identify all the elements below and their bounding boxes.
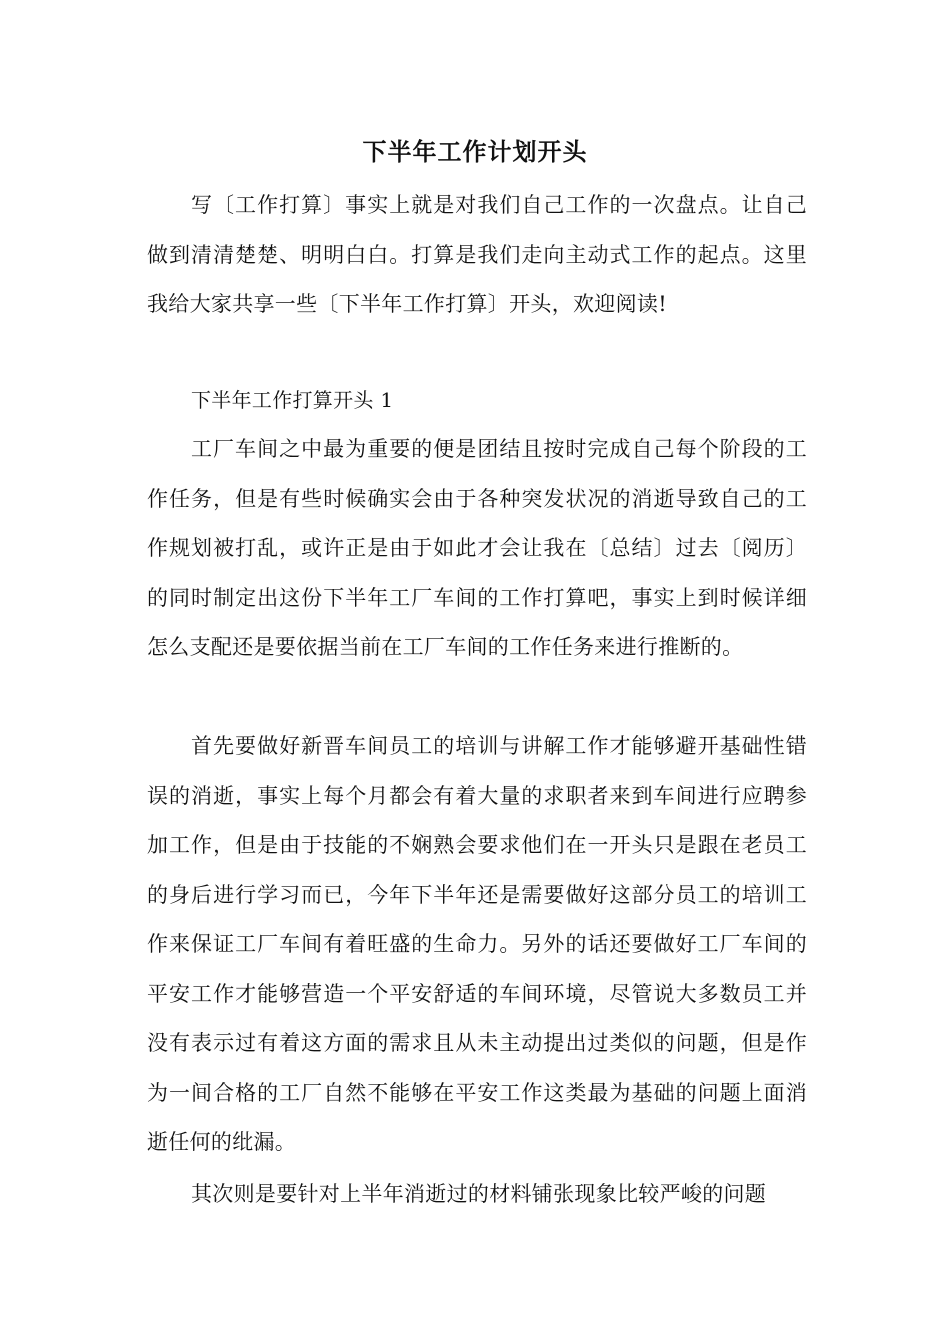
body-paragraph: 首先要做好新晋车间员工的培训与讲解工作才能够避开基础性错误的消逝，事实上每个月都会有着大量的求职者来到车间进行应聘参加工作，但是由于技能的不娴熟会要求他们在一开头只是跟在老员工的身后进行学习而已，今年下半年还是需要做好这部分员工的培训工作来保证工厂车间有着旺盛的生命力。另外的话还要做好工厂车间的平安工作才能够营造一个平安舒适的车间环境，尽管说大多数员工并没有表示过有着这方面的需求且从未主动提出过类似的问题，但是作为一间合格的工厂自然不能够在平安工作这类最为基础的问题上面消逝任何的纰漏。 bbox=[147, 734, 807, 1154]
section-heading: 下半年工作打算开头 1 bbox=[191, 388, 394, 412]
body-paragraph: 其次则是要针对上半年消逝过的材料铺张现象比较严峻的问题 bbox=[191, 1182, 767, 1206]
body-paragraph: 工厂车间之中最为重要的便是团结且按时完成自己每个阶段的工作任务，但是有些时候确实会由于各种突发状况的消逝导致自己的工作规划被打乱，或许正是由于如此才会让我在〔总结〕过去〔阅历〕的同时制定出这份下半年工厂车间的工作打算吧，事实上到时候详细怎么支配还是要依据当前在工厂车间的工作任务来进行推断的。 bbox=[147, 437, 807, 659]
intro-paragraph: 写〔工作打算〕事实上就是对我们自己工作的一次盘点。让自己做到清清楚楚、明明白白。打算是我们走向主动式工作的起点。这里我给大家共享一些〔下半年工作打算〕开头，欢迎阅读! bbox=[147, 193, 807, 316]
document-title: 下半年工作计划开头 bbox=[362, 137, 588, 166]
